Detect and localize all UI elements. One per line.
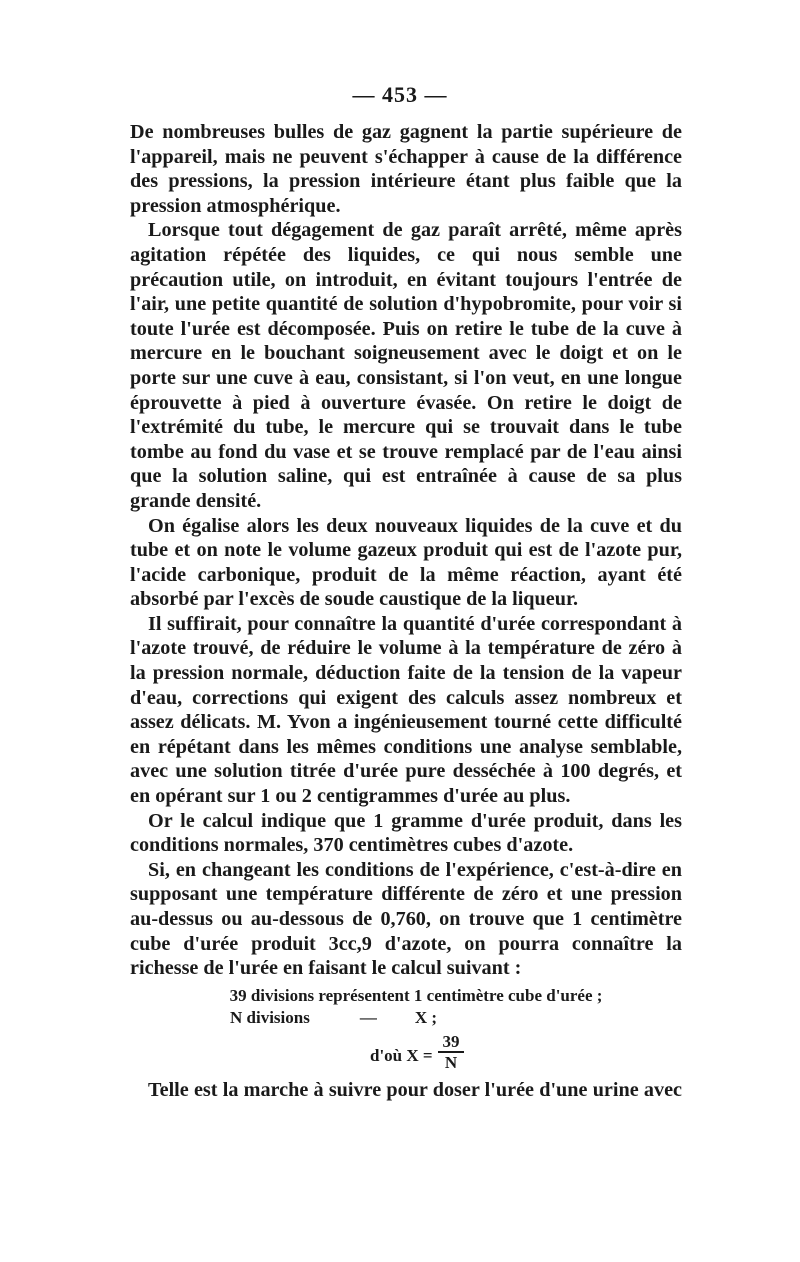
paragraph-3: On égalise alors les deux nouveaux liquides de la cuve et du tube et on note le volume gazeux produit qui est de l'azote pur, l'acide carbonique, produit de la même réaction, ayant été absorbé par l'excès de soude caustique de la liqueur. <box>130 514 682 611</box>
paragraph-6: Si, en changeant les conditions de l'expérience, c'est-à-dire en supposant une température différente de zéro et une pression au-dessus ou au-dessous de 0,760, on trouve que 1 centimètre cube d'urée produit 3cc,9 d'azote, on pourra connaître la richesse de l'urée en faisant le calcul suivant : <box>130 858 682 980</box>
calculation-formula <box>130 985 682 1075</box>
last-line: Telle est la marche à suivre pour doser l'urée d'une urine avec <box>148 1079 682 1101</box>
formula-n-divisions: N divisions <box>230 1008 310 1027</box>
paragraph-2: Lorsque tout dégagement de gaz paraît arrêté, même après agitation répétée des liquides, ce qui nous semble une précaution utile, on introduit, en évitant toujours l'entrée de l'air, une petite quantité de solution d'hypobromite, pour voir si toute l'urée est décomposée. Puis on retire le tube de la cuve à mercure en le bouchant soigneusement avec le doigt et on le porte sur une cuve à eau, consistant, si l'on veut, en une longue éprouvette à pied à ouverture évasée. On retire le doigt de l'extrémité du tube, le mercure qui se trouvait dans le tube tombe au fond du vase et se trouve remplacé par de l'eau ainsi que la solution saline, qui est entraînée à cause de sa plus grande densité. <box>130 219 682 512</box>
formula-line-2 <box>130 1007 682 1029</box>
formula-result-prefix: d'où X = <box>370 1046 433 1065</box>
paragraph-4: Il suffirait, pour connaître la quantité d'urée correspondant à l'azote trouvé, de réduire le volume à la température de zéro à la pression normale, déduction faite de la tension de la vapeur d'eau, corrections qui exigent des calculs assez nombreux et assez délicats. M. Yvon a ingénieusement tourné cette difficulté en répétant dans les mêmes conditions une analyse semblable, avec une solution titrée d'urée pure desséchée à 100 degrés, et en opérant sur 1 ou 2 centigrammes d'urée au plus. <box>130 612 682 808</box>
formula-dash: — <box>359 1008 377 1027</box>
fraction-numerator: 39 <box>438 1033 464 1053</box>
formula-line-1: 39 divisions représentent 1 centimètre cube d'urée ; <box>229 986 603 1005</box>
paragraph-1: De nombreuses bulles de gaz gagnent la partie supérieure de l'appareil, mais ne peuvent s'échapper à cause de la différence des pressions, la pression intérieure étant plus faible que la pression atmosphérique. <box>130 121 682 217</box>
formula-fraction <box>438 1033 464 1073</box>
page-number: — 453 — <box>352 82 448 107</box>
formula-x: X ; <box>414 1008 438 1027</box>
body-text <box>130 120 682 981</box>
fraction-denominator: N <box>444 1053 458 1072</box>
formula-line-3 <box>130 1029 682 1075</box>
paragraph-5: Or le calcul indique que 1 gramme d'urée produit, dans les conditions normales, 370 centimètres cubes d'azote. <box>130 809 682 857</box>
